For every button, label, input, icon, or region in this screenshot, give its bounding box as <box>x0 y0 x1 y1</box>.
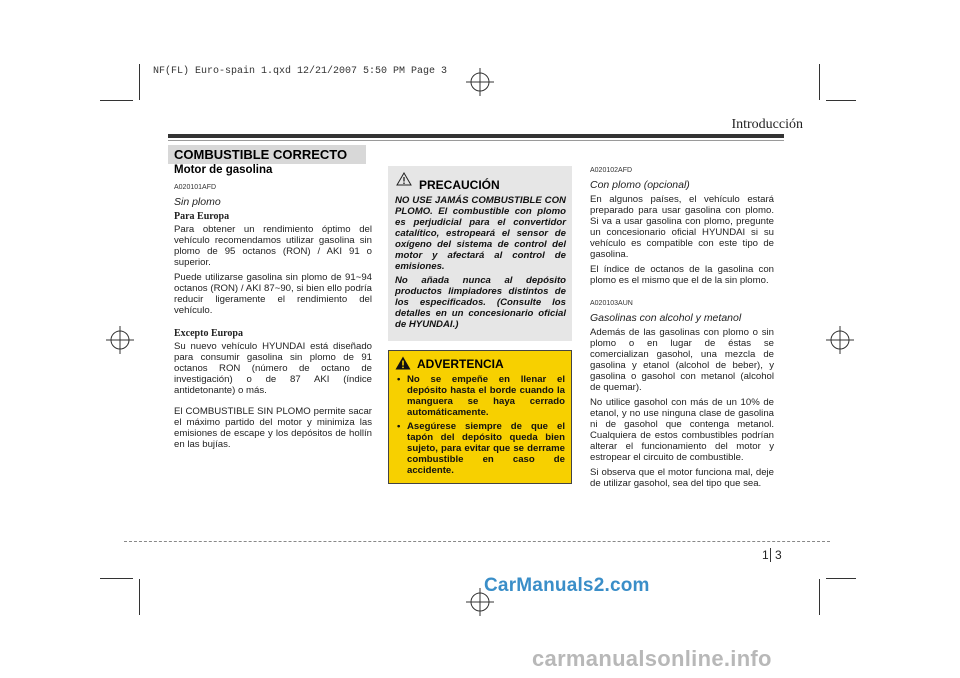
warning-box <box>388 350 572 484</box>
warning-title: ADVERTENCIA <box>417 357 504 371</box>
paragraph: Para obtener un rendimiento óptimo del vehículo recomendamos utilizar gasolina sin plomo de 95 octanos (RON) / AKI 91 o superior. <box>174 224 372 268</box>
header-rule-thin <box>168 140 784 141</box>
paragraph: No utilice gasohol con más de un 10% de etanol, y no use ninguna clase de gasolina ni de gasohol que contenga metanol. Cualquiera de estos combustibles podrían alterar el funcionamiento del motor y estropear el circuito de combustible. <box>590 397 774 463</box>
footer-rule <box>124 541 830 542</box>
precaution-text: NO USE JAMÁS COMBUSTIBLE CON PLOMO. El combustible con plomo es perjudicial para el convertidor catalítico, estropeará el sensor de oxígeno del sistema de control del motor y afectará al control de emisiones. <box>395 195 566 272</box>
subheading-leaded: Con plomo (opcional) <box>590 179 690 191</box>
label-europe: Para Europa <box>174 211 230 222</box>
precaution-box <box>388 166 572 341</box>
print-header: NF(FL) Euro-spain 1.qxd 12/21/2007 5:50 PM Page 3 <box>153 66 448 77</box>
paragraph: Además de las gasolinas con plomo o sin plomo o en lugar de éstas se comercializan gasohol, una mezcla de gasolina y etanol (alcohol de beber), y gasolina o gasohol con metanol (alcohol de quemar). <box>590 327 774 393</box>
watermark-link[interactable]: CarManuals2.com <box>484 575 650 596</box>
header-rule <box>168 134 784 138</box>
right-column <box>590 165 774 493</box>
paragraph: El COMBUSTIBLE SIN PLOMO permite sacar el máximo partido del motor y minimiza las emisiones de escape y los depósitos de hollín en las bujías. <box>174 406 372 450</box>
reference-code: A020103AUN <box>590 300 633 307</box>
page-number: 3 <box>775 548 782 562</box>
subheading-unleaded: Sin plomo <box>174 196 221 208</box>
section-title: Introducción <box>731 117 803 132</box>
paragraph: En algunos países, el vehículo estará preparado para usar gasolina con plomo. Si va a usar gasolina con plomo, pregunte un concesionario oficial HYUNDAI si su vehículo es compatible con este tipo de gasolina. <box>590 194 774 260</box>
chapter-number: 1 <box>762 548 769 562</box>
heading-gasoline-engine: Motor de gasolina <box>174 164 273 176</box>
paragraph: Su nuevo vehículo HYUNDAI está diseñado para consumir gasolina sin plomo de 91 octanos RON (número de octano de investigación) o de 87 AKI (índice antidetonante) o más. <box>174 341 372 396</box>
list-item: • Asegúrese siempre de que el tapón del depósito queda bien sujeto, para evitar que se derrame combustible en caso de accidente. <box>395 421 565 476</box>
subheading-alcohol: Gasolinas con alcohol y metanol <box>590 312 742 324</box>
warning-triangle-icon <box>395 356 411 375</box>
label-except-europe: Excepto Europa <box>174 328 243 339</box>
list-item: • No se empeñe en llenar el depósito hasta el borde cuando la manguera se haya cerrado automáticamente. <box>395 374 565 418</box>
precaution-text: No añada nunca al depósito productos limpiadores distintos de los especificados. (Consulte los detalles en un concesionario oficial de HYUNDAI.) <box>395 275 566 330</box>
page-separator <box>770 548 771 562</box>
reference-code: A020102AFD <box>590 167 633 174</box>
paragraph: Puede utilizarse gasolina sin plomo de 91~94 octanos (RON) / AKI 87~90, si bien ello podría reducir ligeramente el rendimiento del vehículo. <box>174 272 372 316</box>
warning-list <box>395 374 565 476</box>
caution-triangle-icon <box>396 172 412 191</box>
reference-code: A020101AFD <box>174 184 217 191</box>
paragraph: Si observa que el motor funciona mal, deje de utilizar gasohol, sea del tipo que sea. <box>590 467 774 489</box>
registration-mark-icon <box>106 326 134 354</box>
precaution-title: PRECAUCIÓN <box>419 178 500 192</box>
registration-mark-icon <box>466 68 494 96</box>
registration-mark-icon <box>826 326 854 354</box>
left-column <box>174 165 372 454</box>
watermark-link[interactable]: carmanualsonline.info <box>532 646 772 671</box>
chapter-title: COMBUSTIBLE CORRECTO <box>168 145 366 164</box>
paragraph: El índice de octanos de la gasolina con plomo es el mismo que el de la sin plomo. <box>590 264 774 286</box>
